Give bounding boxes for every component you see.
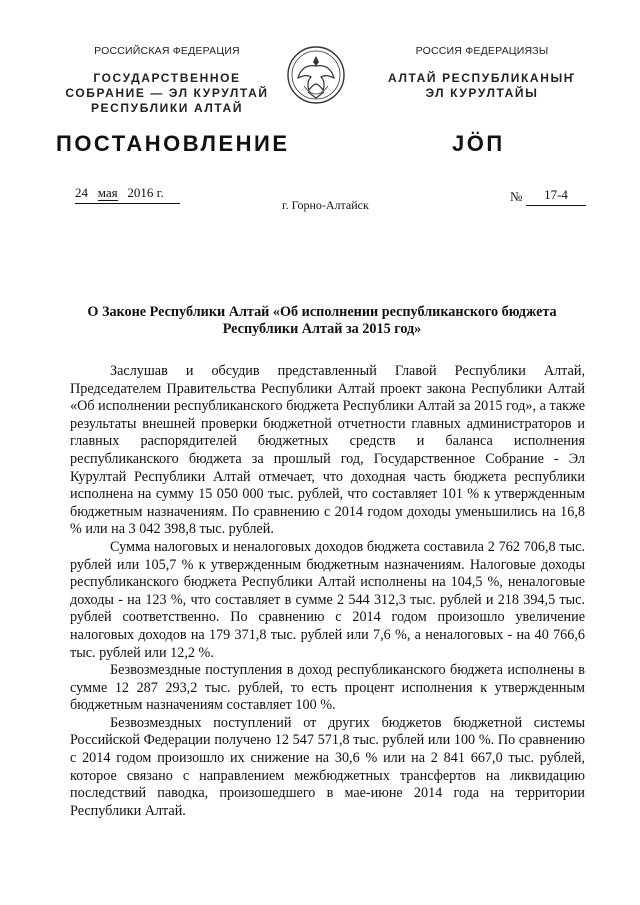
date-month: мая xyxy=(97,185,118,200)
left-org-line1: ГОСУДАРСТВЕННОЕ xyxy=(93,71,241,85)
doc-type-right: JÖП xyxy=(452,131,505,156)
body-paragraph-2: Сумма налоговых и неналоговых доходов бюджета составила 2 762 706,8 тыс. рублей или 105,7 % к утвержденным бюджетным назначениям. Налоговые доходы республиканского бюджета Республики Алтай исполнены на 104,5 %, неналоговые доходы - на 123 %, что составляет в сумме 2 544 312,3 тыс. рублей и 218 394,5 тыс. рублей соответственно. По сравнению с 2014 годом произошло увеличение налоговых доходов на 179 371,8 тыс. рублей или 7,6 %, а неналоговых - на 40 766,6 тыс. рублей или 12,2 %. xyxy=(70,538,585,661)
document-place: г. Горно-Алтайск xyxy=(282,198,369,212)
right-country-label: РОССИЯ ФЕДЕРАЦИЯЗЫ xyxy=(415,45,549,57)
left-org-line2: СОБРАНИЕ — ЭЛ КУРУЛТАЙ xyxy=(65,86,269,100)
date-year: 2016 г. xyxy=(127,185,164,200)
left-country-label: РОССИЙСКАЯ ФЕДЕРАЦИЯ xyxy=(94,45,240,57)
document-body xyxy=(70,363,585,820)
document-number: 17-4 xyxy=(526,187,586,206)
left-org-name xyxy=(62,71,272,116)
title-line1: О Законе Республики Алтай «Об исполнении республиканского бюджета xyxy=(87,304,557,320)
doc-type-left: ПОСТАНОВЛЕНИЕ xyxy=(56,131,290,156)
coat-of-arms-emblem xyxy=(286,42,346,108)
right-org-line1: АЛТАЙ РЕСПУБЛИКАНЫҤ xyxy=(388,71,576,85)
left-org-line3: РЕСПУБЛИКИ АЛТАЙ xyxy=(90,101,244,115)
right-org-line2: ЭЛ КУРУЛТАЙЫ xyxy=(425,86,539,100)
right-org-name xyxy=(372,71,592,101)
document-title xyxy=(60,304,584,338)
body-paragraph-4: Безвозмездных поступлений от других бюджетов бюджетной системы Российской Федерации получено 12 547 571,8 тыс. рублей или 100 %. По сравнению с 2014 годом произошло их снижение на 30,6 % или на 2 841 667,0 тыс. рублей, которое связано с направлением межбюджетных трансфертов на ликвидацию последствий паводка, произошедшего в мае-июне 2014 года на территории Республики Алтай. xyxy=(70,714,585,819)
title-line2: Республики Алтай за 2015 год» xyxy=(222,321,422,337)
document-date xyxy=(75,185,180,204)
date-day: 24 xyxy=(75,185,88,200)
document-number-prefix: № xyxy=(510,189,523,204)
body-paragraph-3: Безвозмездные поступления в доход республиканского бюджета исполнены в сумме 12 287 293,2 тыс. рублей, то есть процент исполнения к утвержденным бюджетным назначениям составляет 100 %. xyxy=(70,662,585,714)
body-paragraph-1: Заслушав и обсудив представленный Главой Республики Алтай, Председателем Правительства Республики Алтай проект закона Республики Алтай «Об исполнении республиканского бюджета Республики Алтай за 2015 год», а также результаты внешней проверки бюджетной отчетности главных администраторов и главных распорядителей бюджетных средств и баланса исполнения республиканского бюджета за прошлый год, Государственное Собрание - Эл Курултай Республики Алтай отмечает, что доходная часть бюджета республики исполнена на сумму 15 050 000 тыс. рублей, что составляет 101 % к утвержденным бюджетным назначениям. По сравнению с 2014 годом доходы уменьшились на 16,8 % или на 3 042 398,8 тыс. рублей. xyxy=(70,363,585,538)
